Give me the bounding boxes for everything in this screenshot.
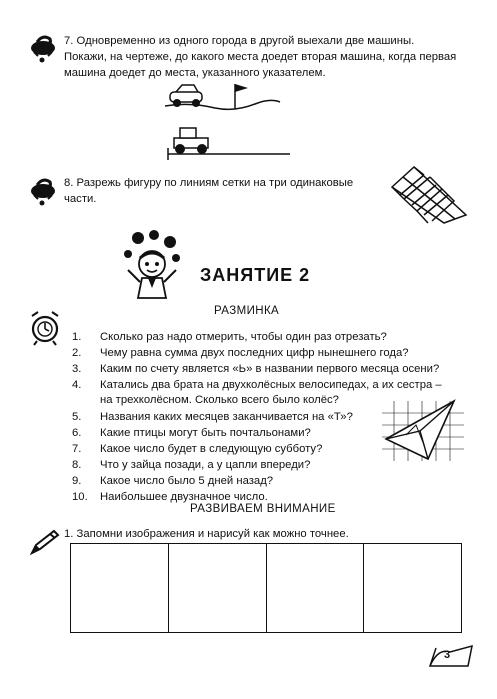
item-text: Каким по счету является «Ь» в названии первого месяца осени?: [100, 363, 440, 375]
item-text: Сколько раз надо отмерить, чтобы один раз отрезать?: [100, 331, 387, 343]
attention-title: РАЗВИВАЕМ ВНИМАНИЕ: [190, 503, 336, 515]
item-text: Какие птицы могут быть почтальонами?: [100, 427, 311, 439]
question-mascot-icon-2: [28, 173, 58, 215]
diamond-grid-figure: [384, 165, 474, 225]
car-race-drawing: [160, 80, 300, 170]
item-number: 2.: [72, 347, 82, 359]
item-number: 3.: [72, 363, 82, 375]
item-text: Названия каких месяцев заканчивается на «Т»?: [100, 411, 353, 423]
task-8-text: 8. Разрежь фигуру по линиям сетки на три одинаковые части.: [64, 177, 354, 205]
item-text: Наибольшее двузначное число.: [100, 491, 268, 503]
drawing-cell[interactable]: [267, 544, 365, 632]
item-text: Какое число было 5 дней назад?: [100, 475, 274, 487]
item-number: 8.: [72, 459, 82, 471]
item-number: 10.: [72, 491, 88, 503]
item-text: Катались два брата на двухколёсных велосипедах, а их сестра –: [100, 379, 442, 391]
attention-task-1-text: 1. Запомни изображения и нарисуй как можно точнее.: [64, 528, 349, 540]
item-number: 1.: [72, 331, 82, 343]
juggler-boy-illustration: [118, 230, 186, 308]
item-text: Чему равна сумма двух последних цифр нынешнего года?: [100, 347, 409, 359]
warmup-title: РАЗМИНКА: [214, 305, 280, 317]
drawing-cell[interactable]: [71, 544, 169, 632]
item-text: Что у зайца позади, а у цапли впереди?: [100, 459, 311, 471]
item-number: 5.: [72, 411, 82, 423]
drawing-cell[interactable]: [364, 544, 461, 632]
paper-plane-illustration: [376, 395, 470, 465]
item-number: 7.: [72, 443, 82, 455]
lesson-title: ЗАНЯТИЕ 2: [200, 265, 311, 285]
page-number-flag: [428, 640, 474, 670]
task-7-text: 7. Одновременно из одного города в другой выехали две машины. Покажи, на чертеже, до какого места доедет вторая машина, когда первая машина доедет до места, указанного указателем.: [64, 35, 457, 79]
item-number: 4.: [72, 379, 82, 391]
item-number: 6.: [72, 427, 82, 439]
item-number: 9.: [72, 475, 82, 487]
alarm-clock-icon: [28, 308, 62, 346]
drawing-cell[interactable]: [169, 544, 267, 632]
pencil-icon: [28, 527, 62, 557]
item-text: на трехколёсном. Сколько всего было колёс?: [100, 394, 339, 406]
question-mascot-icon: [28, 30, 58, 72]
drawing-grid: [70, 543, 462, 633]
item-text: Какое число будет в следующую субботу?: [100, 443, 323, 455]
page-number: 3: [444, 649, 451, 661]
